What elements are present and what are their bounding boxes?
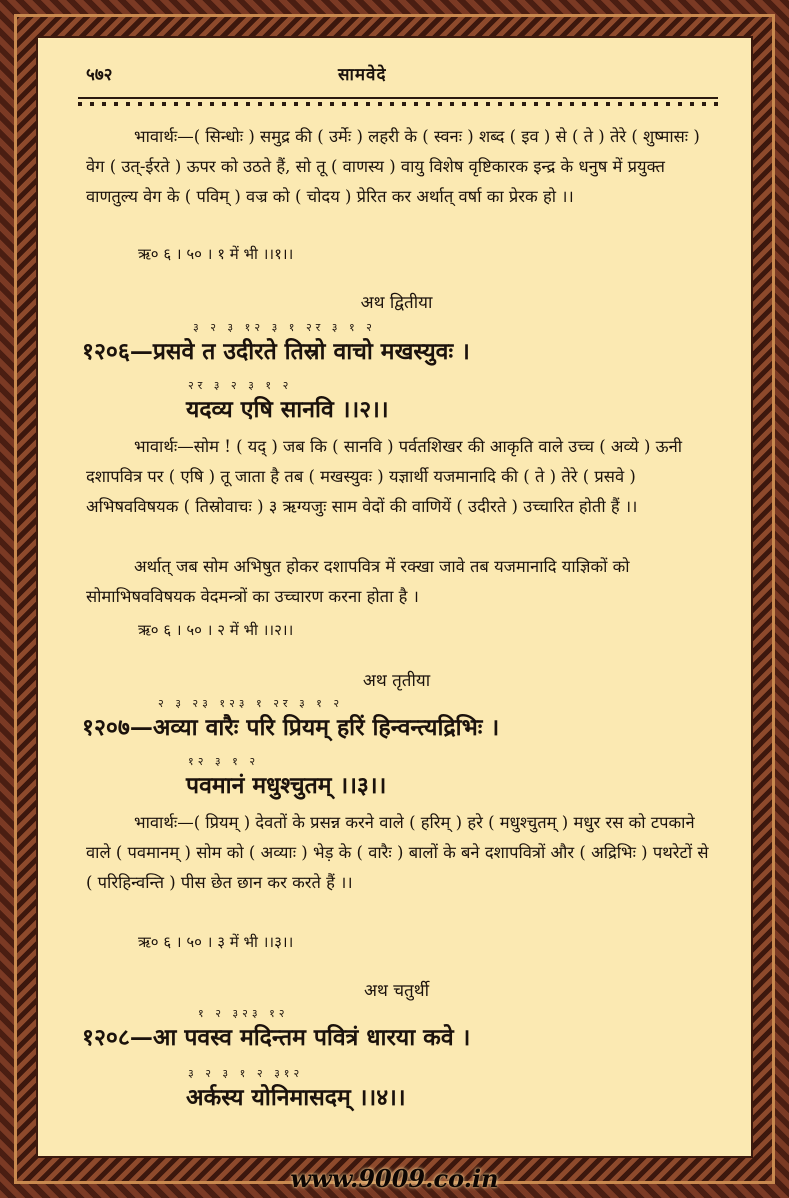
commentary-paragraph: भावार्थः—( प्रियम् ) देवतों के प्रसन्न करने वाले ( हरिम् ) हरे ( मधुश्चुतम् ) मधुर रस को टपकाने वाले ( पवमानम् ) सोम को ( अव्याः ) भेड़ के ( वारैः ) बालों के बने दशापवित्रों और ( अद्रिभिः ) पथरेटों से ( परिहिन्वन्ति ) पीस छेत छान कर करते हैं ।।	[86, 813, 709, 892]
commentary-paragraph: भावार्थः—( सिन्धोः ) समुद्र की ( उर्मेः ) लहरी के ( स्वनः ) शब्द ( इव ) से ( ते ) तेरे ( शुष्मासः ) वेग ( उत्-ईरते ) ऊपर को उठते हैं, सो तू ( वाणस्य ) वायु विशेष वृष्टिकारक इन्द्र के धनुष में प्रयुक्त वाणतुल्य वेग के ( पविम् ) वज्र को ( चोदय ) प्रेरित कर अर्थात् वर्षा का प्रेरक हो ।।	[86, 127, 700, 206]
accent-marks: ३ २ ३ १ २ ३१२	[188, 1067, 304, 1080]
scripture-page	[36, 36, 753, 1158]
commentary-paragraph: अर्थात् जब सोम अभिषुत होकर दशापवित्र में रक्खा जावे तब यजमानादि याज्ञिकों को सोमाभिषवविषयक वेदमन्त्रों का उच्चारण करना होता है ।	[86, 557, 630, 606]
section-heading: अथ द्वितीया	[360, 293, 433, 313]
reference-line: ऋ० ६ । ५० । २ में भी ।।२।।	[138, 621, 294, 639]
commentary-paragraph: भावार्थः—सोम ! ( यद् ) जब कि ( सानवि ) पर्वतशिखर की आकृति वाले उच्च ( अव्ये ) ऊनी दशापवित्र पर ( एषि ) तू जाता है तब ( मखस्युवः ) यज्ञार्थी यजमानादि की ( ते ) तेरे ( प्रसवे ) अभिषवविषयक ( तिस्रोवाचः ) ३ ऋग्यजुः साम वेदों की वाणियें ( उदीरते ) उच्चारित होती हैं ।।	[86, 437, 683, 516]
reference-line: ऋ० ६ । ५० । १ में भी ।।१।।	[138, 245, 294, 263]
verse-line: १२०८—आ पवस्व मदिन्तम पवित्रं धारया कवे ।	[82, 1024, 471, 1051]
website-watermark: www.9009.co.in	[290, 1164, 499, 1193]
ornamental-divider	[78, 97, 718, 107]
reference-line: ऋ० ६ । ५० । ३ में भी ।।३।।	[138, 933, 294, 951]
accent-marks: १२ ३ १ २	[188, 755, 260, 768]
page-number: ५७२	[86, 65, 113, 85]
section-heading: अथ तृतीया	[362, 671, 431, 691]
verse-line: १२०७—अव्या वारैः परि प्रियम् हरिं हिन्वन्त्यद्रिभिः ।	[82, 714, 500, 741]
verse-line: यदव्य एषि सानवि ।।२।।	[186, 396, 389, 423]
verse-line: १२०६—प्रसवे त उदीरते तिस्रो वाचो मखस्युवः ।	[82, 338, 470, 365]
accent-marks: २र ३ २ ३ १ २	[188, 379, 293, 392]
page-title: सामवेदे	[338, 65, 387, 85]
section-heading: अथ चतुर्थी	[363, 981, 429, 1001]
verse-line: अर्कस्य योनिमासदम् ।।४।।	[186, 1084, 406, 1111]
accent-marks: ३ २ ३ १२ ३ १ २र ३ १ २	[193, 321, 376, 334]
verse-line: पवमानं मधुश्चुतम् ।।३।।	[186, 772, 387, 799]
accent-marks: २ ३ २३ १२३ १ २र ३ १ २	[158, 697, 344, 710]
accent-marks: १ २ ३२३ १२	[198, 1007, 289, 1020]
